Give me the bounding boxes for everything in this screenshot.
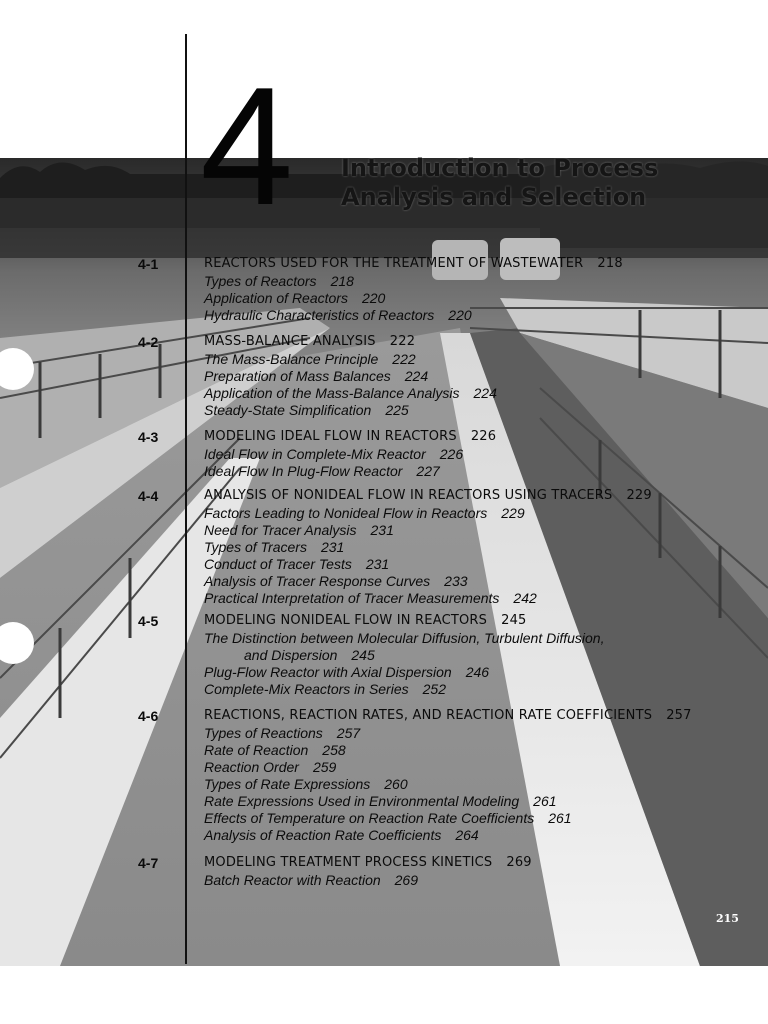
toc-subsection-entry[interactable]: Complete-Mix Reactors in Series 252: [204, 681, 446, 697]
toc-subsection-entry[interactable]: Types of Rate Expressions 260: [204, 776, 408, 792]
toc-subsection-entry[interactable]: Preparation of Mass Balances 224: [204, 368, 429, 384]
toc-subsection-entry[interactable]: Plug-Flow Reactor with Axial Dispersion 246: [204, 664, 490, 680]
toc-section-entry[interactable]: REACTIONS, REACTION RATES, AND REACTION RATE COEFFICIENTS 257: [204, 708, 692, 723]
toc-subsection-entry[interactable]: Types of Reactors 218: [204, 273, 354, 289]
toc-section-entry[interactable]: REACTORS USED FOR THE TREATMENT OF WASTEWATER 218: [204, 256, 623, 271]
chapter-title-line-2: Analysis and Selection: [341, 183, 647, 211]
section-number: 4-6: [138, 708, 159, 724]
toc-subsection-entry[interactable]: The Distinction between Molecular Diffusion, Turbulent Diffusion,: [204, 630, 605, 646]
toc-subsection-entry[interactable]: Ideal Flow In Plug-Flow Reactor 227: [204, 463, 440, 479]
toc-subsection-entry[interactable]: Types of Tracers 231: [204, 539, 345, 555]
section-number: 4-2: [138, 334, 159, 350]
section-number: 4-3: [138, 429, 159, 445]
toc-subsection-entry[interactable]: Application of the Mass-Balance Analysis 224: [204, 385, 497, 401]
toc-subsection-entry[interactable]: Application of Reactors 220: [204, 290, 386, 306]
toc-subsection-entry[interactable]: Effects of Temperature on Reaction Rate Coefficients 261: [204, 810, 572, 826]
toc-section-entry[interactable]: MODELING NONIDEAL FLOW IN REACTORS 245: [204, 613, 527, 628]
toc-subsection-entry[interactable]: Analysis of Tracer Response Curves 233: [204, 573, 468, 589]
toc-subsection-entry[interactable]: Rate Expressions Used in Environmental Modeling 261: [204, 793, 557, 809]
toc-subsection-entry[interactable]: Conduct of Tracer Tests 231: [204, 556, 390, 572]
toc-subsection-entry[interactable]: Factors Leading to Nonideal Flow in Reactors 229: [204, 505, 525, 521]
toc-subsection-entry[interactable]: Analysis of Reaction Rate Coefficients 264: [204, 827, 479, 843]
toc-subsection-entry[interactable]: Hydraulic Characteristics of Reactors 220: [204, 307, 472, 323]
toc-subsection-entry[interactable]: Need for Tracer Analysis 231: [204, 522, 394, 538]
chapter-number: 4: [200, 52, 290, 240]
toc-subsection-entry[interactable]: Ideal Flow in Complete-Mix Reactor 226: [204, 446, 464, 462]
toc-subsection-entry-continued[interactable]: and Dispersion 245: [244, 647, 375, 663]
toc-subsection-entry[interactable]: Batch Reactor with Reaction 269: [204, 872, 418, 888]
toc-subsection-entry[interactable]: Types of Reactions 257: [204, 725, 361, 741]
page-number: 215: [716, 912, 739, 925]
section-number: 4-1: [138, 256, 159, 272]
chapter-title-line-1: Introduction to Process: [341, 154, 659, 182]
section-number: 4-4: [138, 488, 159, 504]
section-number: 4-7: [138, 855, 159, 871]
toc-subsection-entry[interactable]: Practical Interpretation of Tracer Measurements 242: [204, 590, 537, 606]
toc-section-entry[interactable]: MODELING IDEAL FLOW IN REACTORS 226: [204, 429, 497, 444]
toc-subsection-entry[interactable]: Reaction Order 259: [204, 759, 337, 775]
toc-section-entry[interactable]: MODELING TREATMENT PROCESS KINETICS 269: [204, 855, 532, 870]
toc-subsection-entry[interactable]: Steady-State Simplification 225: [204, 402, 409, 418]
toc-section-entry[interactable]: MASS-BALANCE ANALYSIS 222: [204, 334, 416, 349]
section-number: 4-5: [138, 613, 159, 629]
toc-subsection-entry[interactable]: Rate of Reaction 258: [204, 742, 346, 758]
toc-subsection-entry[interactable]: The Mass-Balance Principle 222: [204, 351, 416, 367]
toc-section-entry[interactable]: ANALYSIS OF NONIDEAL FLOW IN REACTORS USING TRACERS 229: [204, 488, 652, 503]
